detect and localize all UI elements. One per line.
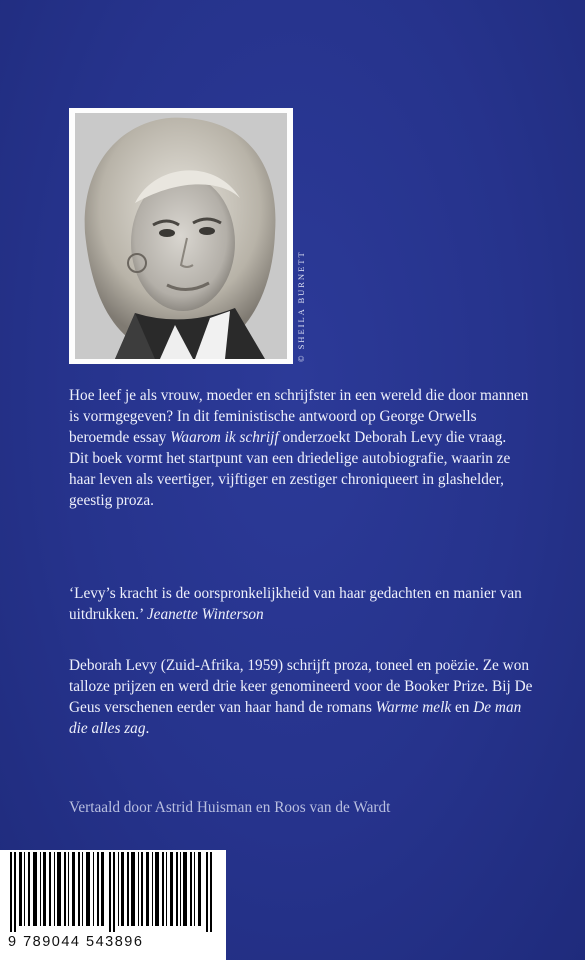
quote-author: Jeanette Winterson [146,606,264,623]
isbn-barcode [0,850,226,960]
review-quote [69,583,549,625]
author-photo-frame [69,108,293,364]
isbn-number: 9 789044 543896 [8,934,144,950]
blurb-text-1: Hoe leef je als vrouw, moeder en schrijfster in een wereld die door mannen is vormgegeven? In dit feministische antwoord op George Orwells beroemde essay [69,387,529,446]
photo-credit: © SHEILA BURNETT [296,250,306,362]
translator-credit: Vertaald door Astrid Huisman en Roos van de Wardt [69,799,391,816]
bio-text-and: en [451,699,474,716]
author-bio [69,655,539,739]
author-photo [75,113,287,359]
bio-text-end: . [145,720,150,737]
blurb-text-2: onderzoekt Deborah Levy die vraag. Dit boek vormt het startpunt van een driedelige autobiografie, waarin ze haar leven als veertiger, vijftiger en zestiger chroniqueert in glashelder, geestig proza. [69,429,511,509]
bio-book-1: Warme melk [375,699,452,716]
quote-text: ‘Levy’s kracht is de oorspronkelijkheid van haar gedachten en manier van uitdrukken.’ [69,585,522,623]
book-blurb [69,385,529,511]
bio-book-2: De man die alles zag [69,699,522,737]
essay-title: Waarom ik schrijf [170,429,279,446]
barcode-bars [10,852,216,932]
author-portrait-illustration [75,113,287,359]
bio-text-1: Deborah Levy (Zuid-Afrika, 1959) schrijft proza, toneel en poëzie. Ze won talloze prijzen en werd drie keer genomineerd voor de Booker Prize. Bij De Geus verschenen eerder van haar hand de romans [69,657,533,716]
